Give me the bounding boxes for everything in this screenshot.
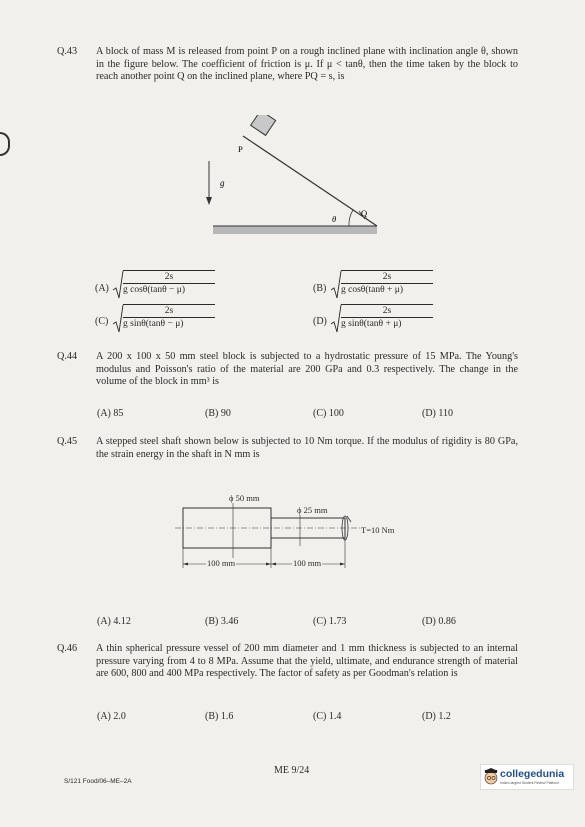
q44-option-a: (A) 85 <box>97 408 124 419</box>
q45-length-1: 100 mm <box>207 558 236 568</box>
q46-option-b: (B) 1.6 <box>205 711 234 722</box>
q43-number: Q.43 <box>57 46 78 57</box>
q45-dia-25: ϕ 25 mm <box>297 505 328 515</box>
mascot-icon <box>483 768 499 786</box>
q45-option-c: (C) 1.73 <box>313 616 347 627</box>
q46-option-a: (A) 2.0 <box>97 711 126 722</box>
q45-option-a: (A) 4.12 <box>97 616 131 627</box>
page-number: ME 9/24 <box>274 765 310 776</box>
block <box>251 115 276 135</box>
q43-text: A block of mass M is released from point P on a rough inclined plane with inclination angle θ, shown in the figure below. The coefficient of friction is μ. If μ < tanθ, then the time taken by the block to reach another point Q on the inclined plane, where PQ = s, is <box>96 46 518 83</box>
q43-incline-figure <box>195 115 385 240</box>
q43-option-c-letter: (C) <box>95 316 109 327</box>
binding-mark <box>0 132 10 156</box>
collegedunia-logo <box>480 764 574 790</box>
q43-option-a-letter: (A) <box>95 283 109 294</box>
q45-text: A stepped steel shaft shown below is subjected to 10 Nm torque. If the modulus of rigidity is 80 GPa, the strain energy in the shaft in N mm is <box>96 436 518 460</box>
q43-option-b-letter: (B) <box>313 283 327 294</box>
label-p: P <box>238 144 243 154</box>
q44-number: Q.44 <box>57 351 78 362</box>
q45-torque-label: T=10 Nm <box>361 525 395 535</box>
q44-option-d: (D) 110 <box>422 408 454 419</box>
q46-text: A thin spherical pressure vessel of 200 mm diameter and 1 mm thickness is subjected to an internal pressure varying from 4 to 8 MPa. Assume that the yield, ultimate, and endurance strength of material are 600, 800 and 400 MPa respectively. The factor of safety as per Goodman's relation is <box>96 643 518 680</box>
q45-length-2: 100 mm <box>293 558 322 568</box>
q45-number: Q.45 <box>57 436 78 447</box>
theta-arc <box>349 210 353 226</box>
q44-option-c: (C) 100 <box>313 408 344 419</box>
label-theta: θ <box>332 214 337 224</box>
logo-name: collegedunia <box>500 768 565 780</box>
incline-line <box>243 136 377 226</box>
q44-text: A 200 x 100 x 50 mm steel block is subjected to a hydrostatic pressure of 15 MPa. The Young's modulus and Poisson's ratio of the material are 200 GPa and 0.3 respectively. The change in the volume of the block in mm³ is <box>96 351 518 388</box>
paper-code: S/121 Food/06–ME–2A <box>64 778 132 785</box>
q46-option-c: (C) 1.4 <box>313 711 342 722</box>
logo-tagline: India's largest Student Review Platform <box>500 781 560 785</box>
q43-option-d: $\frac{2s}{\text{g sinθ(tanθ + μ)}}$ <box>341 306 433 329</box>
q46-option-d: (D) 1.2 <box>422 711 451 722</box>
q45-option-d: (D) 0.86 <box>422 616 456 627</box>
label-q: Q <box>361 208 368 218</box>
q45-option-b: (B) 3.46 <box>205 616 239 627</box>
ground-hatch <box>213 226 377 234</box>
q43-option-a: $\frac{2s}{\text{g cosθ(tanθ − μ)}}$ <box>123 272 215 295</box>
q45-shaft-figure <box>175 496 365 576</box>
q44-option-b: (B) 90 <box>205 408 231 419</box>
label-g: g <box>220 178 225 188</box>
q43-option-b: $\frac{2s}{\text{g cosθ(tanθ + μ)}}$ <box>341 272 433 295</box>
q45-dia-50: ϕ 50 mm <box>229 493 260 503</box>
q43-option-c: $\frac{2s}{\text{g sinθ(tanθ − μ)}}$ <box>123 306 215 329</box>
q43-option-d-letter: (D) <box>313 316 327 327</box>
q46-number: Q.46 <box>57 643 78 654</box>
